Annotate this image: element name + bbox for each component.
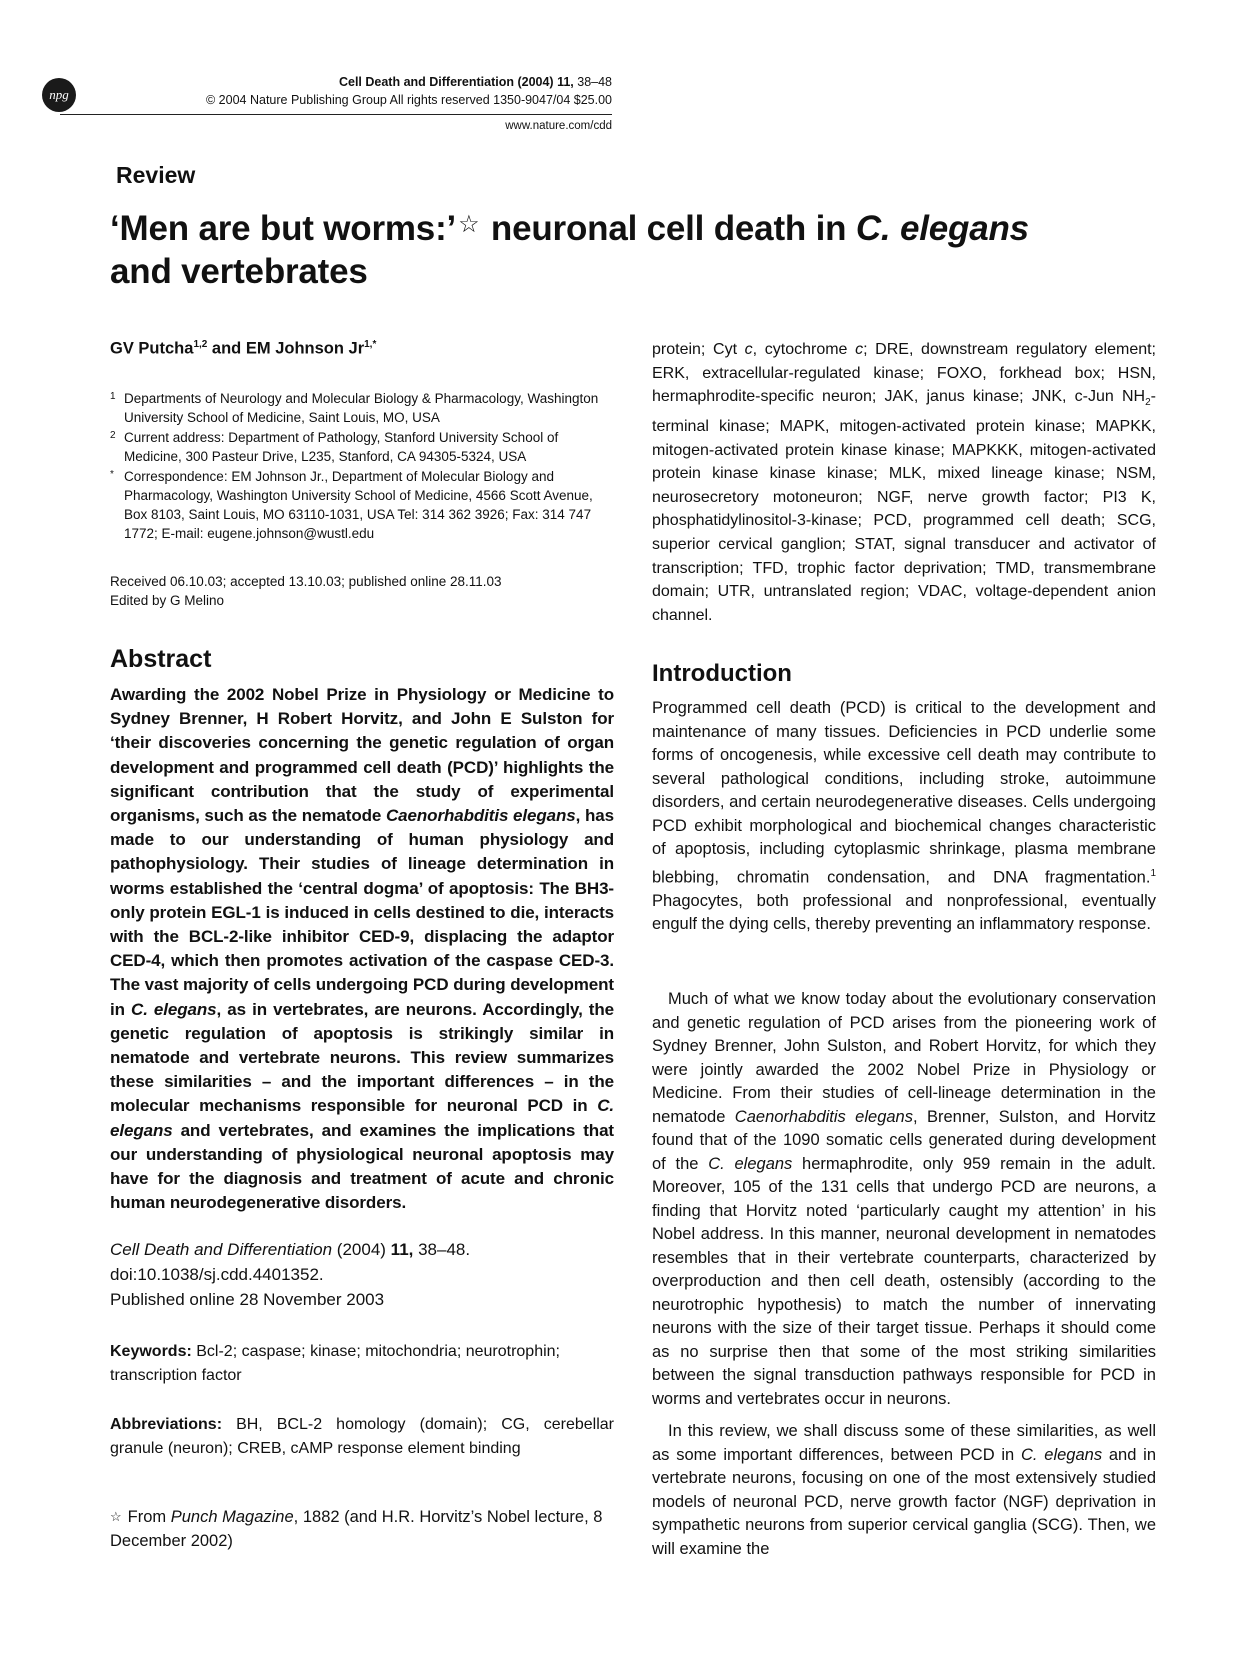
citation-journal: Cell Death and Differentiation — [110, 1240, 333, 1259]
paragraph-text: and in vertebrate neurons, focusing on one of the most extensively studied models of neuronal PCD, nerve growth factor (NGF) deprivation in sympathetic neurons from superior cervical ganglia (SCG). Then, we will examine the — [652, 1445, 1157, 1558]
abbreviations-text: -terminal kinase; MAPK, mitogen-activated protein kinase; MAPKK, mitogen-activated protein kinase kinase; MAPKKK, mitogen-activated protein kinase kinase kinase; MLK, mixed lineage kinase; NSM, neurosecretory motoneuron; NGF, nerve growth factor; PI3 K, phosphatidylinositol-3-kinase; PCD, programmed cell death; SCG, superior cervical ganglion; STAT, signal transducer and activator of transcription; TFD, trophic factor deprivation; TMD, transmembrane domain; UTR, untranslated region; VDAC, voltage-dependent anion channel. — [652, 388, 1156, 624]
title-species: C. elegans — [855, 209, 1029, 248]
affiliation-2 — [110, 428, 610, 466]
article-title — [110, 207, 1140, 293]
author-1: GV Putcha — [110, 339, 194, 358]
received-dates — [110, 572, 502, 610]
footnote-post: , 1882 (and H.R. Horvitz’s Nobel lecture, 8 December 2002) — [110, 1508, 603, 1550]
authors-and: and — [207, 339, 246, 358]
star-icon: ☆ — [458, 211, 480, 238]
footnote-magazine: Punch Magazine — [170, 1508, 294, 1526]
header-divider — [60, 114, 612, 115]
affiliation-text: Correspondence: EM Johnson Jr., Department of Molecular Biology and Pharmacology, Washington University School of Medicine, 4566 Scott Avenue, Box 8103, Saint Louis, MO 63110-1031, USA Tel: 314 362 3926; Fax: 314 747 1772; E-mail: eugene.johnson@wustl.edu — [124, 469, 593, 541]
keywords-label: Keywords: — [110, 1343, 192, 1360]
abstract-text: , has made to our understanding of human physiology and pathophysiology. Their studies of lineage determination in worms established the ‘central dogma’ of apoptosis: The BH3-only protein EGL-1 is induced in cells destined to die, interacts with the BCL-2-like inhibitor CED-9, displacing the adaptor CED-4, which then promotes activation of the caspase CED-3. The vast majority of cells undergoing PCD during development in — [110, 806, 614, 1019]
author-2: EM Johnson Jr — [245, 339, 365, 358]
paragraph-text: hermaphrodite, only 959 remain in the adult. Moreover, 105 of the 131 cells that undergo PCD are neurons, a finding that Horvitz noted ‘particularly caught my attention’ in his Nobel address. In this manner, neuronal development in nematodes resembles that in their vertebrate counterparts, characterized by overproduction and then cell death, ostensibly (according to the neurotrophic hypothesis) to match the number of innervating neurons with the size of their target tissue. Perhaps it should come as no surprise then that some of the most striking similarities between the signal transduction pathways responsible for PCD in worms and vertebrates occur in neurons. — [652, 1154, 1156, 1408]
abstract-body — [110, 683, 614, 1215]
introduction-paragraph-2 — [652, 988, 1156, 1411]
title-part1: ‘Men are but worms:’ — [110, 209, 457, 248]
abstract-text: , as in vertebrates, are neurons. Accordingly, the genetic regulation of apoptosis is strikingly similar in nematode and vertebrate neurons. This review summarizes these similarities – and the important differences – in the molecular mechanisms responsible for neuronal PCD in — [110, 999, 614, 1116]
npg-logo — [42, 78, 76, 112]
reference-link[interactable]: 1 — [1150, 867, 1156, 879]
affiliation-text: Departments of Neurology and Molecular Biology & Pharmacology, Washington University School of Medicine, Saint Louis, MO, USA — [124, 391, 599, 425]
editor-text: Edited by G Melino — [110, 593, 225, 608]
paragraph-text: Phagocytes, both professional and nonprofessional, eventually engulf the dying cells, thereby preventing an inflammatory response. — [652, 891, 1156, 933]
introduction-heading: Introduction — [652, 660, 792, 687]
abbreviations-label: Abbreviations: — [110, 1416, 223, 1433]
paragraph-species: C. elegans — [708, 1154, 793, 1173]
paragraph-species: Caenorhabditis elegans — [734, 1107, 913, 1126]
section-label: Review — [116, 162, 196, 188]
title-part2: neuronal cell death in — [481, 209, 856, 248]
paragraph-species: C. elegans — [1021, 1445, 1103, 1464]
authors — [110, 339, 376, 359]
citation-volume: 11, — [390, 1240, 414, 1259]
paragraph-text: Much of what we know today about the evolutionary conservation and genetic regulation of PCD arises from the pioneering work of Sydney Brenner, John Sulston, and Robert Horvitz, for which they were jointly awarded the 2002 Nobel Prize in Physiology or Medicine. From their studies of cell-lineage determination in the nematode — [652, 990, 1156, 1126]
affiliation-1 — [110, 389, 610, 427]
abstract-species: C. elegans — [131, 999, 217, 1019]
affiliation-text: Current address: Department of Pathology, Stanford University School of Medicine, 300 Pasteur Drive, L235, Stanford, CA 94305-5324, USA — [124, 430, 559, 464]
abbreviations-right — [652, 338, 1156, 627]
abstract-species: Caenorhabditis elegans — [385, 806, 576, 826]
footnote-pre: From — [127, 1508, 171, 1526]
title-part3: and vertebrates — [110, 252, 368, 291]
abbreviations-text: , cytochrome — [752, 341, 856, 358]
paragraph-text: Programmed cell death (PCD) is critical to the development and maintenance of many tissues. Deficiencies in PCD underlie some forms of oncogenesis, while excessive cell death may contribute to several pathological conditions, including stroke, autoimmune disorders, and certain neurodegenerative diseases. Cells undergoing PCD exhibit morphological and biochemical changes characteristic of apoptosis, including cytoplasmic shrinkage, plasma membrane blebbing, chromatin condensation, and DNA fragmentation. — [652, 699, 1156, 886]
abbreviations-subscript: 2 — [1145, 397, 1151, 409]
introduction-paragraph-3 — [652, 1420, 1156, 1561]
affiliation-mark: 2 — [110, 430, 116, 441]
published-online: Published online 28 November 2003 — [110, 1290, 385, 1309]
journal-pages: 38–48 — [573, 75, 612, 89]
abbreviations-left — [110, 1413, 614, 1461]
author-1-affil: 1,2 — [193, 339, 208, 350]
author-2-affil: 1,* — [364, 339, 377, 350]
paragraph-text: , Brenner, Sulston, and Horvitz found that of the 1090 somatic cells generated during development of the — [652, 1107, 1157, 1173]
abstract-heading: Abstract — [110, 645, 212, 673]
star-icon: ☆ — [110, 1509, 122, 1524]
abstract-text: and vertebrates, and examines the implications that our understanding of physiological neuronal apoptosis may have for the diagnosis and treatment of acute and chronic human neurodegenerative disorders. — [110, 1120, 614, 1213]
journal-url[interactable]: www.nature.com/cdd — [505, 120, 612, 132]
keywords-text: Bcl-2; caspase; kinase; mitochondria; neurotrophin; transcription factor — [110, 1343, 560, 1384]
abbreviations-text: protein; Cyt — [652, 341, 745, 358]
received-text: Received 06.10.03; accepted 13.10.03; published online 28.11.03 — [110, 574, 502, 589]
affiliation-mark: * — [110, 469, 114, 480]
footnote — [110, 1505, 614, 1553]
abbreviations-italic: c — [744, 341, 753, 358]
introduction-paragraph-1 — [652, 697, 1156, 937]
citation-year: (2004) — [332, 1240, 391, 1259]
abstract-text: Awarding the 2002 Nobel Prize in Physiology or Medicine to Sydney Brenner, H Robert Horvitz, and John E Sulston for ‘their discoveries concerning the genetic regulation of organ development and programmed cell death (PCD)’ highlights the significant contribution that the study of experimental organisms, such as the nematode — [110, 685, 614, 826]
copyright: © 2004 Nature Publishing Group All rights reserved 1350-9047/04 $25.00 — [206, 93, 612, 107]
citation — [110, 1238, 614, 1287]
abbreviations-text: ; DRE, downstream regulatory element; ERK, extracellular-regulated kinase; FOXO, forkhead box; HSN, hermaphrodite-specific neuron; JAK, janus kinase; JNK, c-Jun NH — [652, 341, 1156, 406]
abbreviations-italic: c — [855, 341, 864, 358]
abstract-species: C. elegans — [110, 1096, 614, 1140]
affiliation-mark: 1 — [110, 391, 116, 402]
journal-citation — [110, 74, 612, 91]
logo-text: npg — [49, 87, 69, 102]
citation-doi[interactable]: 38–48. doi:10.1038/sj.cdd.4401352. — [110, 1240, 471, 1284]
correspondence — [110, 467, 610, 543]
keywords — [110, 1340, 614, 1388]
abbreviations-text: BH, BCL-2 homology (domain); CG, cerebellar granule (neuron); CREB, cAMP response element binding — [110, 1416, 614, 1457]
paragraph-text: In this review, we shall discuss some of these similarities, as well as some important differences, between PCD in — [652, 1422, 1156, 1464]
journal-citation-bold: Cell Death and Differentiation (2004) 11, — [338, 75, 574, 89]
